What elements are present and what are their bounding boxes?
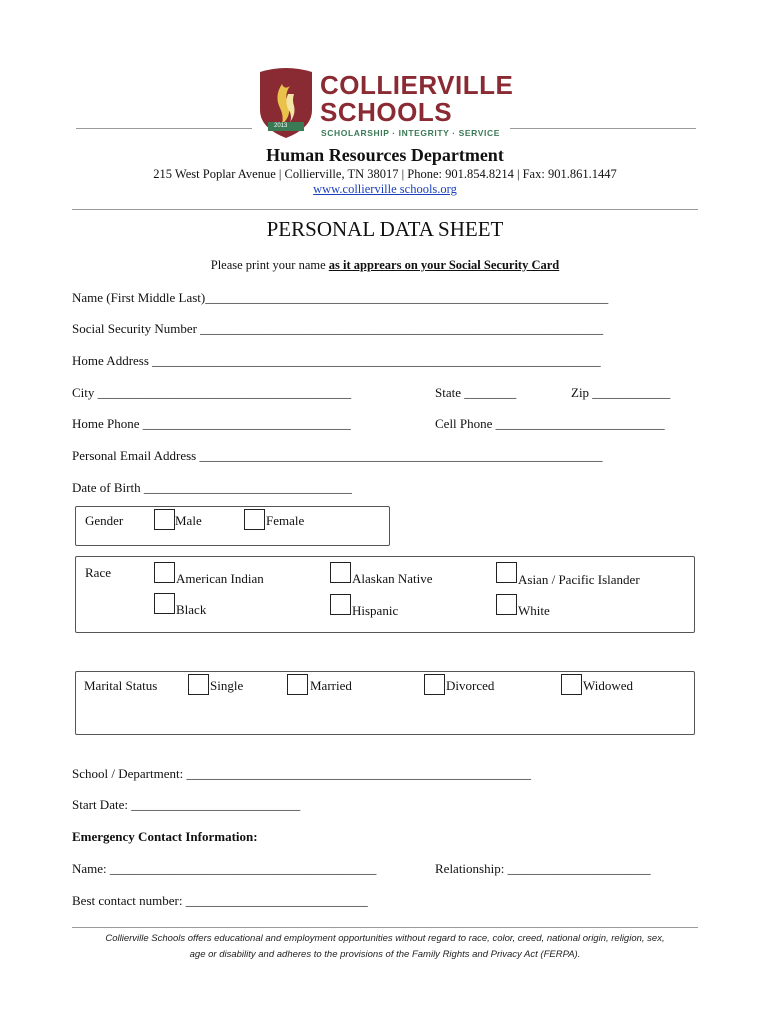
marital-widowed-label: Widowed [583,678,634,693]
race-alaskan-native-checkbox[interactable] [330,562,351,583]
home-address-field[interactable]: Home Address _____________________________________________________________________ [72,353,601,368]
race-white-checkbox[interactable] [496,594,517,615]
header-divider [72,209,698,210]
instruction-prefix: Please print your name [210,258,329,272]
department-title: Human Resources Department [266,145,504,165]
gender-female-label: Female [266,513,305,528]
form-title: PERSONAL DATA SHEET [266,217,504,241]
school-department-field[interactable]: School / Department: _____________________________________________________ [72,766,531,781]
marital-single-checkbox[interactable] [188,674,209,695]
race-label: Race [85,565,111,580]
logo [250,66,514,140]
marital-married-label: Married [310,678,352,693]
instruction-emphasis: as it apprears on your Social Security Card [328,258,560,272]
name-instruction [0,258,770,273]
relationship-field[interactable]: Relationship: ______________________ [435,861,651,876]
ssn-field[interactable]: Social Security Number ______________________________________________________________ [72,321,604,336]
header-rule-left [76,128,252,129]
cell-phone-field[interactable]: Cell Phone __________________________ [435,416,665,431]
header-rule-right [510,128,696,129]
logo-line-schools: SCHOOLS [320,97,453,127]
race-white-label: White [518,603,550,618]
gender-female-checkbox[interactable] [244,509,265,530]
zip-field[interactable]: Zip ____________ [571,385,671,400]
logo-line-collierville: COLLIERVILLE [320,70,514,100]
state-field[interactable]: State ________ [435,385,517,400]
race-american-indian-checkbox[interactable] [154,562,175,583]
footer-line-2: age or disability and adheres to the provisions of the Family Rights and Privacy Act (FERPA). [189,949,581,960]
shield-year: 2013 [274,123,288,129]
logo-tagline: SCHOLARSHIP · INTEGRITY · SERVICE [321,128,500,138]
marital-single-label: Single [210,678,244,693]
race-black-checkbox[interactable] [154,593,175,614]
gender-male-label: Male [175,513,202,528]
gender-male-checkbox[interactable] [154,509,175,530]
race-american-indian-label: American Indian [176,571,264,586]
dob-field[interactable]: Date of Birth ________________________________ [72,480,352,495]
race-asian-pacific-label: Asian / Pacific Islander [518,572,640,587]
home-phone-field[interactable]: Home Phone ________________________________ [72,416,351,431]
marital-status-label: Marital Status [84,678,158,693]
city-field[interactable]: City _______________________________________ [72,385,352,400]
email-field[interactable]: Personal Email Address ______________________________________________________________ [72,448,603,463]
gender-label: Gender [85,513,124,528]
race-asian-pacific-checkbox[interactable] [496,562,517,583]
marital-married-checkbox[interactable] [287,674,308,695]
race-black-label: Black [176,602,207,617]
name-field[interactable]: Name (First Middle Last)______________________________________________________________ [72,290,609,305]
start-date-field[interactable]: Start Date: __________________________ [72,797,301,812]
race-hispanic-label: Hispanic [352,603,399,618]
footer-line-1: Collierville Schools offers educational and employment opportunities without regard to race, color, creed, national origin, religion, sex, [105,933,665,944]
website-link[interactable]: www.collierville schools.org [313,182,457,196]
race-hispanic-checkbox[interactable] [330,594,351,615]
emergency-name-field[interactable]: Name: _________________________________________ [72,861,377,876]
marital-divorced-label: Divorced [446,678,495,693]
marital-divorced-checkbox[interactable] [424,674,445,695]
footer-divider [72,927,698,928]
address-line: 215 West Poplar Avenue | Collierville, TN 38017 | Phone: 901.854.8214 | Fax: 901.861.1447 [153,167,617,181]
best-contact-field[interactable]: Best contact number: ____________________________ [72,893,368,908]
race-alaskan-native-label: Alaskan Native [352,571,433,586]
emergency-contact-heading: Emergency Contact Information: [72,829,258,844]
marital-widowed-checkbox[interactable] [561,674,582,695]
